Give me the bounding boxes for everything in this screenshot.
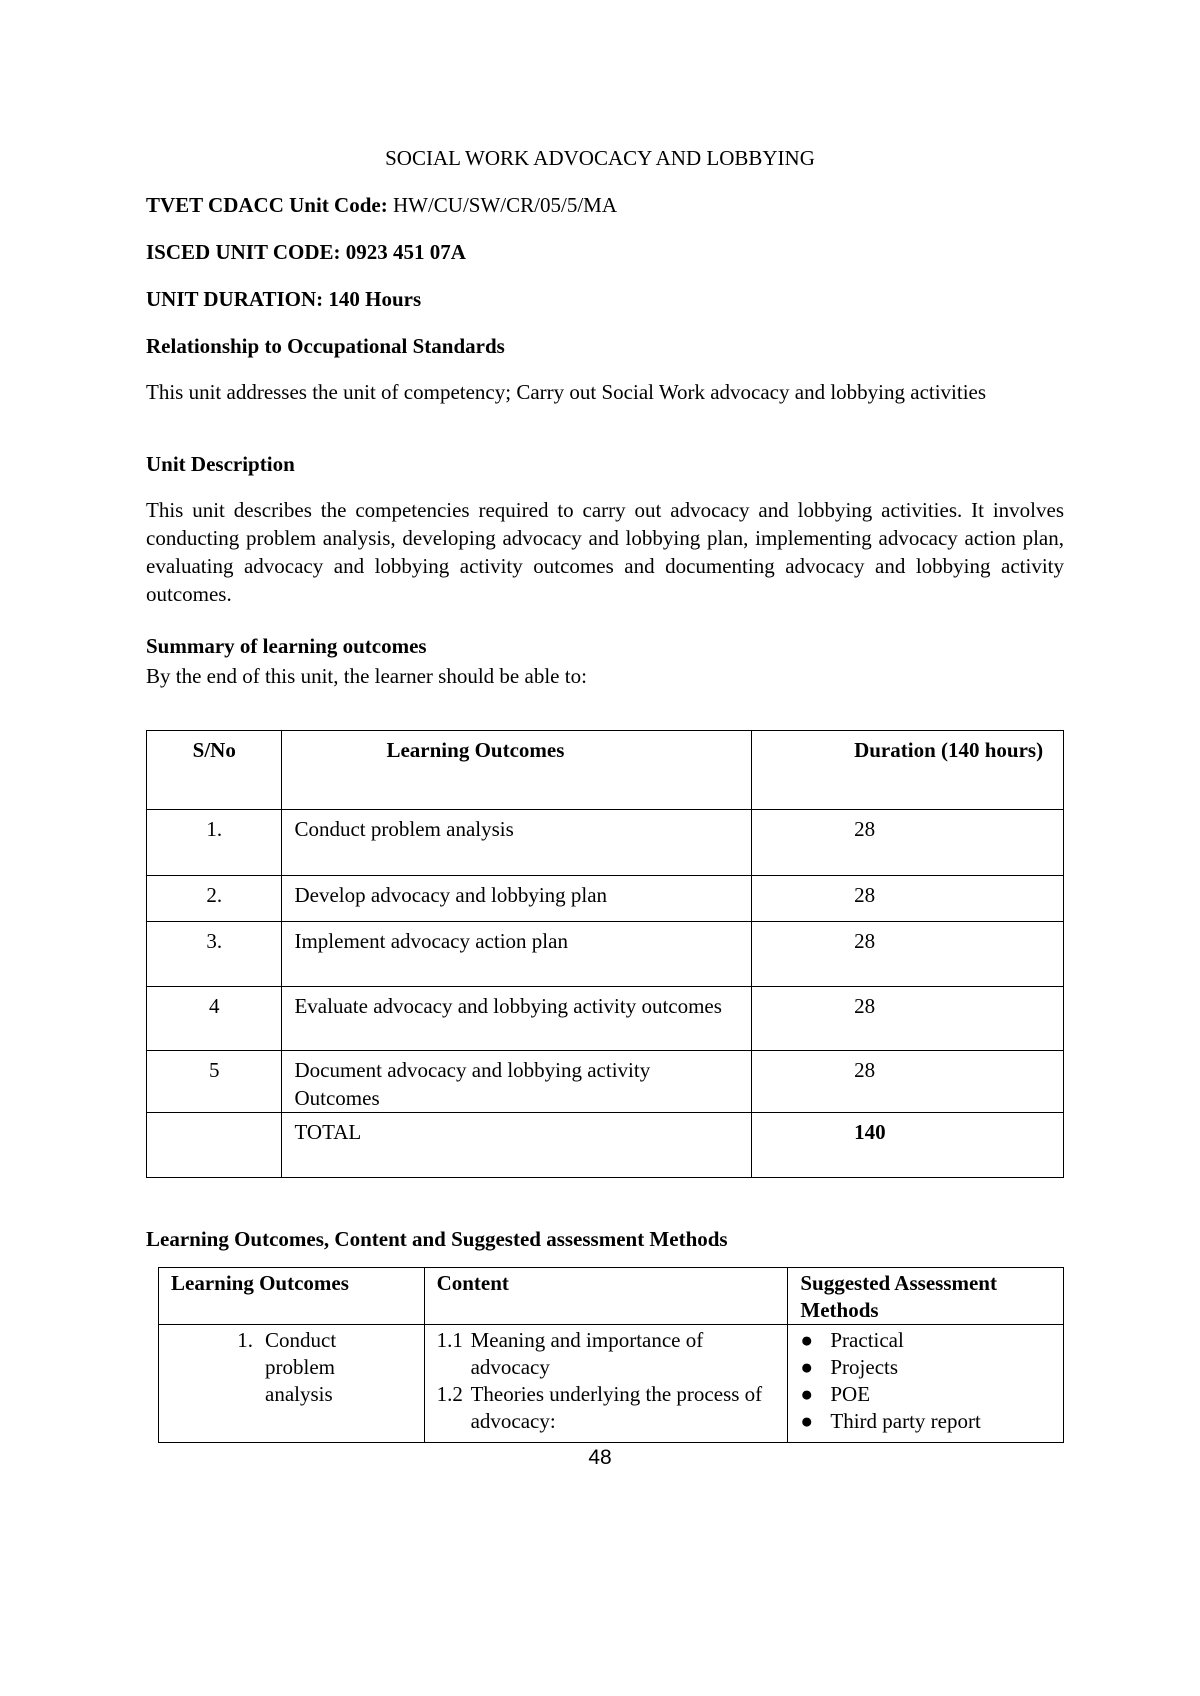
row-duration: 28 [752, 922, 1064, 987]
bullet-icon: ● [800, 1355, 814, 1379]
page-number: 48 [588, 1446, 612, 1469]
table-row [147, 876, 1064, 922]
row-duration: 28 [752, 987, 1064, 1051]
assessment-heading: Learning Outcomes, Content and Suggested assessment Methods [146, 1227, 728, 1251]
unit-duration: UNIT DURATION: 140 Hours [146, 287, 422, 311]
list-item [788, 1381, 1051, 1408]
total-label: TOTAL [282, 1113, 752, 1178]
relationship-heading: Relationship to Occupational Standards [146, 334, 505, 358]
total-sno-empty [147, 1113, 282, 1178]
bullet-icon: ● [800, 1409, 814, 1433]
row-outcome: Conduct problem analysis [282, 810, 752, 876]
methods-list [788, 1327, 1051, 1435]
table-row [147, 987, 1064, 1051]
method-text: Projects [830, 1355, 899, 1379]
isced-code: ISCED UNIT CODE: 0923 451 07A [146, 240, 466, 264]
row-sno: 1. [147, 810, 282, 876]
list-item [788, 1327, 1051, 1354]
assessment-table [158, 1267, 1064, 1443]
header-sno: S/No [147, 731, 282, 810]
description-heading: Unit Description [146, 452, 295, 476]
header-outcomes: Learning Outcomes [282, 731, 752, 810]
description-text: This unit describes the competencies required to carry out advocacy and lobbying activities. It involves conducting problem analysis, developing advocacy and lobbying plan, implementing advocacy action plan, evaluating advocacy and lobbying activity outcomes and documenting advocacy and lobbying activity outcomes. [146, 498, 1064, 606]
content-text: Meaning and importance of advocacy [470, 1328, 704, 1379]
row-sno: 3. [147, 922, 282, 987]
row-sno: 5 [147, 1051, 282, 1113]
list-item [159, 1327, 412, 1408]
assessment-table-header [159, 1268, 1064, 1325]
row-duration: 28 [752, 810, 1064, 876]
content-text: Theories underlying the process of advocacy: [470, 1382, 763, 1433]
unit-code-value: HW/CU/SW/CR/05/5/MA [392, 193, 617, 217]
summary-heading: Summary of learning outcomes [146, 634, 427, 658]
row-outcome: Implement advocacy action plan [282, 922, 752, 987]
row-outcome: Evaluate advocacy and lobbying activity outcomes [282, 987, 752, 1051]
method-text: Third party report [830, 1409, 981, 1433]
document-title: SOCIAL WORK ADVOCACY AND LOBBYING [385, 146, 815, 170]
summary-intro: By the end of this unit, the learner should be able to: [146, 664, 587, 688]
outcome-number: 1. [237, 1328, 253, 1352]
table-row [147, 810, 1064, 876]
total-value: 140 [752, 1113, 1064, 1178]
header-learning-outcomes: Learning Outcomes [159, 1268, 425, 1325]
header-assessment-methods: Suggested Assessment Methods [788, 1268, 1064, 1325]
unit-code-line [146, 193, 617, 218]
table-row [147, 922, 1064, 987]
content-number: 1.1 [436, 1328, 463, 1352]
content-cell [424, 1325, 788, 1443]
content-item [437, 1381, 776, 1435]
summary-table [146, 730, 1064, 1178]
relationship-text: This unit addresses the unit of competency; Carry out Social Work advocacy and lobbying activities [146, 380, 987, 404]
row-outcome: Document advocacy and lobbying activity Outcomes [282, 1051, 752, 1113]
summary-table-header [147, 731, 1064, 810]
row-duration: 28 [752, 876, 1064, 922]
content-item [437, 1327, 776, 1381]
table-row-total [147, 1113, 1064, 1178]
bullet-icon: ● [800, 1382, 814, 1406]
header-duration: Duration (140 hours) [752, 731, 1064, 810]
table-row [159, 1325, 1064, 1443]
header-content: Content [424, 1268, 788, 1325]
bullet-icon: ● [800, 1328, 814, 1352]
method-text: Practical [830, 1328, 904, 1352]
method-text: POE [830, 1382, 871, 1406]
table-row [147, 1051, 1064, 1113]
outcome-cell [159, 1325, 425, 1443]
unit-code-label: TVET CDACC Unit Code: [146, 193, 388, 217]
outcome-list [159, 1327, 412, 1408]
row-outcome: Develop advocacy and lobbying plan [282, 876, 752, 922]
row-sno: 2. [147, 876, 282, 922]
row-sno: 4 [147, 987, 282, 1051]
row-duration: 28 [752, 1051, 1064, 1113]
content-number: 1.2 [436, 1382, 463, 1406]
list-item [788, 1354, 1051, 1381]
methods-cell [788, 1325, 1064, 1443]
list-item [788, 1408, 1051, 1435]
outcome-text: Conduct problem analysis [265, 1328, 337, 1406]
